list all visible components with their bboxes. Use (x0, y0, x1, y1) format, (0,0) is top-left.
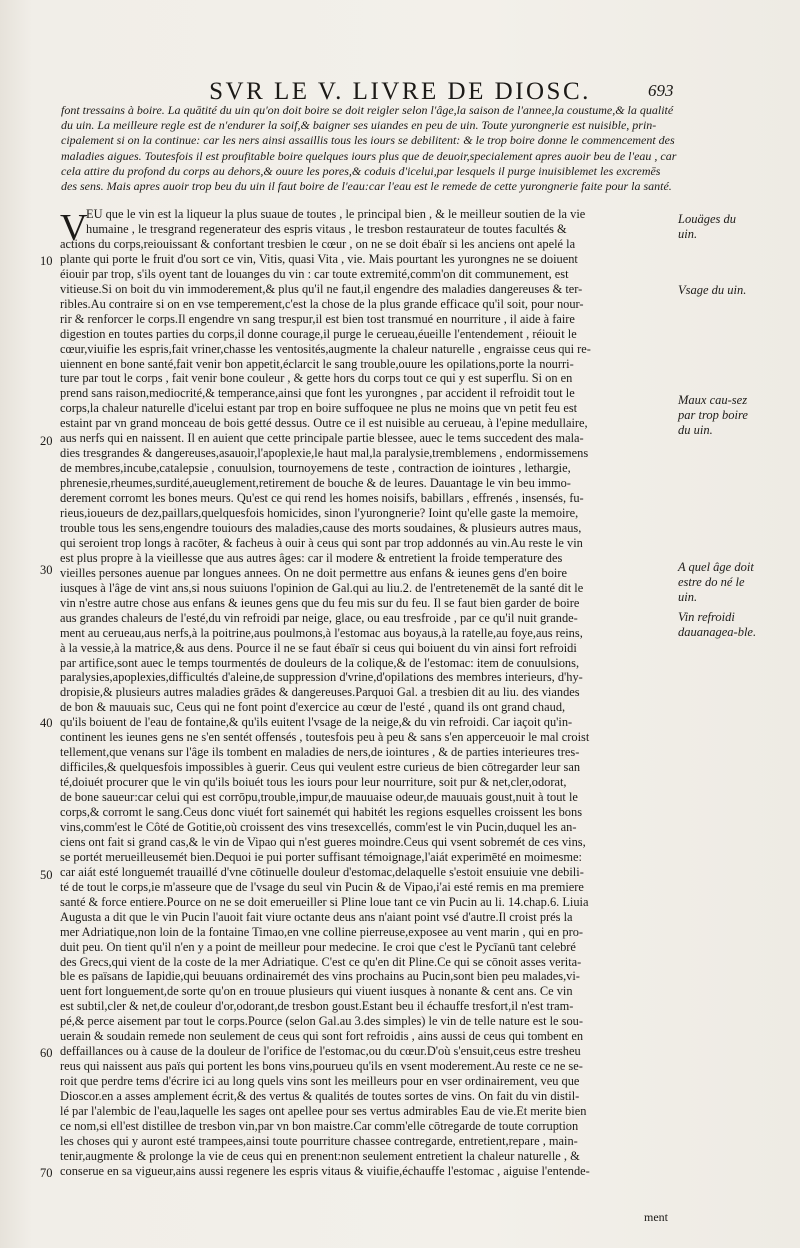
text-line: dropisie,& plusieurs autres maladies grādes & dangereuses.Parquoi Gal. a tresbien dit au liu. des viandes (60, 685, 580, 700)
text-line: rir & renforcer le corps.Il engendre vn sang trespur,il est bien tost transmué en nourriture , il aide à faire (60, 311, 575, 326)
text-line: ciens ont fait si grand cas,& le vin de Vipao qui n'est gueres moindre.Ceus qui vsent sobremét de ces vins, (60, 834, 586, 849)
line-number: 10 (40, 254, 53, 268)
catchword: ment (644, 1210, 668, 1224)
text-line: est plus propre à la vieillesse que aus autres âges: car il modere & entretient la froide temperature des (60, 550, 563, 565)
text-line: est subtil,cler & net,de couleur d'or,odorant,de tresbon goust.Estant beu il échauffe tresfort,il n'est tram- (60, 999, 574, 1014)
text-line: deffaillances ou à cause de la douleur de l'orifice de l'estomac,ou du cœur.D'où s'ensuit,ceus estre tresheu (60, 1044, 581, 1059)
text-line: santé & force entiere.Pource on ne se doit emerueiller si Pline loue tant ce vin Pucin au li. 14.chap.6. Liuia (60, 894, 589, 909)
text-line: Augusta a dit que le vin Pucin l'auoit fait viure octante deus ans n'aiant point vsé d'autre.Il croist prés la (60, 909, 573, 924)
text-line: cœur,viuifie les espris,fait vriner,chasse les ventosités,augmente la chaleur naturelle , engraisse ceus qui re- (60, 341, 591, 356)
line-number: 60 (40, 1046, 53, 1060)
text-line: uiennent en bone santé,fait venir bon appetit,éclarcit le sang trouble,ouure les opilations,porte la nourri- (60, 356, 574, 371)
text-line: par artifice,sont auec le temps tourmentés de douleurs de la colique,& de l'estomac: item de conuulsions, (60, 655, 580, 670)
text-line: ble es païsans de Iapidie,qui beuuans ordinairemét des vins prochains au Pucin,sont bien peu malades,vi- (60, 969, 580, 984)
text-line: conserue en sa vigueur,ains aussi regenere les espris vitaus & viuifie,échauffe l'estomac , aiguise l'entende- (60, 1163, 590, 1178)
text-line: aus nerfs qui en naissent. Il en auient que cette principale partie blessee, auec le tems succedent des mala- (60, 431, 584, 446)
text-line: vieilles persones auenue par longues annees. On ne doit permettre aus enfans & ieunes gens d'en boire (60, 565, 567, 580)
text-line: difficiles,& quelquesfois impossibles à guerir. Ceus qui veulent estre curieus de bien cōtregarder leur san (60, 760, 581, 775)
text-line: se portét merueilleusemét bien.Dequoi ie pui porter suffisant témoignage,l'aiát experimēté en moimesme: (60, 849, 582, 864)
text-line: trouble tous les sens,engendre touiours des maladies,cause des morts soudaines, & plusieurs autres maus, (60, 520, 582, 535)
text-line: prend sans raison,mediocrité,& temperance,ainsi que font les yurongnes , par accident il refroidit tout le (60, 386, 575, 401)
text-line: digestion en toutes parties du corps,il donne courage,il purge le cerueau,éueille l'entendement , réiouit le (60, 326, 577, 341)
text-line: rieus,ioueurs de dez,paillars,quelquesfois homicides, sinon l'yurongnerie? Ioint qu'elle gaste la memoire, (60, 506, 579, 520)
text-line: corps,& corromt le sang.Ceus donc viuét fort sainemét qui habitét les regions esquelles croissent les bons (60, 805, 583, 819)
text-line: continent les ieunes gens ne s'en sentét offensés , toutesfois peu à peu & sans s'en apperceuoir le mal croist (60, 730, 590, 745)
margin-note: A quel âge doit estre do né le uin. (678, 560, 754, 604)
text-line: ce nom,si ell'est distillee de tresbon vin,par vn bon maistre.Car comm'elle cōtregarde de toute corruption (60, 1118, 579, 1133)
text-line: reus qui naissent aus païs qui portent les bons vins,pourueu qu'ils en vsent moderement.Au reste ce ne se- (60, 1059, 583, 1074)
text-line: les choses qui y auront esté trampees,ainsi toute pourriture chassee contregarde, entretient,repare , main- (60, 1133, 578, 1148)
text-line: tellement,que venans sur l'âge ils tombent en maladies de ners,de iointures , & de parties interieures tres- (60, 745, 580, 760)
line-number: 30 (40, 563, 53, 577)
summary-line: cela attire du profond du corps au dehors,& ouure les pores,& coduis d'icelui,par lesquels il purge inuisiblemet les excremēs (61, 163, 661, 178)
margin-note: Vin refroidi dauanagea-ble. (678, 610, 757, 639)
text-line: qu'ils boiuent de l'eau de fontaine,& qu'ils euitent l'vsage de la neige,& du vin refroidi. Car iaçoit qu'in- (60, 715, 573, 730)
text-line: qui seroient trop longs à racōter, & facheus à ouir à ceus qui sont par trop addonnés au vin.Au reste le vin (60, 535, 583, 550)
text-line: de membres,incube,catalepsie , conuulsion, tournoyemens de teste , contraction de iointures , lethargie, (60, 461, 571, 476)
text-line: à la vessie,à la matrice,& aus dens. Pource il ne se faut ébaïr si ceus qui boiuent du vin ainsi fort refroidi (60, 640, 577, 655)
text-line: Dioscor.en a asses amplement écrit,& des vertus & qualités de toutes sortes de vins. On fait du vin distil- (60, 1089, 580, 1104)
text-line: de bon & mauuais suc, Ceus qui ne font point d'exercice au cœur de l'esté , quand ils ont grand chaud, (60, 700, 566, 715)
text-line: EU que le vin est la liqueur la plus suaue de toutes , le principal bien , & le meilleur soutien de la vie (86, 207, 586, 221)
text-line: derement corromt les bones meurs. Qu'est ce qui rend les homes noisifs, babillars , effrenés , insensés, fu- (60, 491, 584, 506)
line-number: 20 (40, 434, 53, 448)
summary-line: du uin. La meilleure regle est de n'endurer la soif,& baigner ses uiandes en peu de uin. Toute yurongnerie est nuisible, prin- (61, 118, 657, 133)
text-line: vin n'estre autre chose aus enfans & ieunes gens que du feu mis sur du feu. Il se faut bien garder de boire (60, 595, 580, 610)
text-line: phrenesie,rheumes,surdité,aueuglement,retirement de bouche & de leures. Dauantage le vin beu immo- (60, 476, 571, 491)
text-line: mer Adriatique,non loin de la fontaine Timao,en vne colline pierreuse,exposee au vent marin , qui en pro- (60, 924, 584, 939)
text-line: iusques à l'âge de vint ans,si nous suiuons l'opinion de Gal.qui au liu.2. de l'entretenemēt de la santé dit le (60, 580, 584, 595)
text-line: uent fort longuement,de sorte qu'on en trouue plusieurs qui viuent iusques à nonante & cent ans. Ce vin (60, 984, 573, 999)
text-line: ribles.Au contraire si on en vse temperement,c'est la chose de la plus grande efficace qu'il soit, pour nour- (60, 296, 584, 311)
text-line: estaint par vn grand monceau de bois getté dessus. Outre ce il est nuisible au cerueau, à l'epine medullaire, (60, 416, 588, 431)
page-number: 693 (648, 81, 674, 100)
text-line: de bone saueur:car celui qui est corrōpu,trouble,impur,de mauuaise odeur,de mauuais goust,nuit à tout le (60, 790, 578, 805)
margin-note: Vsage du uin. (678, 283, 747, 297)
text-line: éiouir par trop, s'ils oyent tant de louanges du vin : car toute extremité,comm'on dit communement, est (60, 266, 569, 281)
text-line: uerain & soudain remede non seulement de ceus qui sont fort refroidis , ains aussi de ceus qui tombent en (60, 1029, 584, 1044)
summary-line: des sens. Mais apres auoir trop beu du uin il faut boire de l'eau:car l'eau est le remede de cette yurongnerie faite pour la santé. (61, 178, 672, 193)
text-line: té de tout le corps,ie m'asseure que de l'vsage du seul vin Pucin & de Vipao,i'ai esté remis en ma premiere (60, 879, 584, 894)
text-line: ment au cerueau,aus nerfs,à la poitrine,aus poulmons,à l'estomac aus boyaus,à la ratelle,au foye,aus reins, (60, 625, 583, 640)
drop-capital: V (60, 207, 88, 249)
text-line: tenir,augmente & prolonge la vie de ceus qui en prenent:non seulement entretient la chaleur naturelle , & (60, 1148, 580, 1163)
text-line: lé par l'alembic de l'eau,laquelle les sages ont apellee pour ses vertus admirables Eau de vie.Et merite bien (60, 1104, 587, 1118)
text-line: pé,& perce aisement par tout le corps.Pource (selon Gal.au 3.des simples) le vin de telle nature est le sou- (60, 1014, 583, 1029)
italic-summary-block (61, 103, 677, 194)
text-line: aus grandes chaleurs de l'esté,du vin refroidi par neige, glace, ou eau tresfroide , par ce qu'il nuit grande- (60, 610, 578, 625)
text-line: roit que perdre tems d'écrire ici au long quels vins sont les meilleurs pour en vser ordinairement, veu que (60, 1074, 580, 1089)
text-line: vins,comm'est le Côté de Gotitie,où croissent des vins tresexcellés, comm'est le vin Pucin,duquel les an- (60, 819, 577, 834)
summary-line: cipalement si on la continue: car les ners ainsi assaillis tous les iours se debilitent: & le trop boire donne le commencement des (61, 133, 675, 148)
text-line: car aiát esté longuemét trauaillé d'vne cōtinuelle douleur d'estomac,delaquelle s'estoit ensuiuie vne debili- (60, 864, 584, 879)
text-line: plante qui porte le fruit d'ou sort ce vin, Vitis, quasi Vita , vie. Mais pourtant les yurongnes ne se doiuent (60, 251, 578, 266)
line-number: 40 (40, 716, 53, 730)
text-line: actions du corps,reiouissant & confortant tresbien le cœur , on ne se doit ébaïr si les anciens ont apelé la (60, 236, 576, 251)
running-title: SVR LE V. LIVRE DE DIOSC. (209, 78, 591, 105)
summary-line: font tressains à boire. La quātité du uin qu'on doit boire se doit reigler selon l'âge,la saison de l'annee,la coustume,& la qualité (61, 103, 674, 117)
text-line: vitieuse.Si on boit du vin immoderement,& plus qu'il ne faut,il engendre des maladies dangereuses & ter- (60, 281, 583, 296)
text-line: ture par tout le corps , fait venir bone couleur , & gette hors du corps tout ce qui y est superflu. Si on en (60, 371, 573, 386)
margin-note: Louäges du uin. (678, 212, 736, 241)
text-line: duit peu. On tient qu'il n'en y a point de meilleur pour medecine. Ie croi que c'est le Pycīanū tant celebré (60, 939, 576, 954)
summary-line: maladies aigues. Toutesfois il est proufitable boire quelques iours plus que de deuoir,specialement apres auoir beu de l'eau , car (61, 148, 677, 163)
text-line: paralysies,apoplexies,difficultés d'aleine,de suppression d'vrine,d'opilations des membres interieurs, d'hy- (60, 670, 583, 685)
text-line: corps,la chaleur naturelle d'icelui estant par trop en boire suffoquee ne plus ne moins que vn petit feu est (60, 401, 578, 416)
line-number: 70 (40, 1166, 53, 1180)
text-line: dies tresgrandes & dangereuses,asauoir,l'apoplexie,le haut mal,la paralysie,tremblemens , endormissemens (60, 446, 589, 461)
text-line: té,doiuét procurer que le vin qu'ils boiuét tous les iours pour leur nourriture, soit pur & net,cler,odorat, (60, 775, 567, 790)
text-line: des Grecs,qui vient de la coste de la mer Adriatique. C'est ce qu'en dit Pline.Ce qui se cōnoit asses verita- (60, 954, 582, 969)
text-line: humaine , le tresgrand regenerateur des espris vitaus , le tresbon restaurateur de toutes facultés & (86, 221, 567, 236)
line-number: 50 (40, 868, 53, 882)
margin-note: Maux cau-sez par trop boire du uin. (678, 393, 748, 437)
